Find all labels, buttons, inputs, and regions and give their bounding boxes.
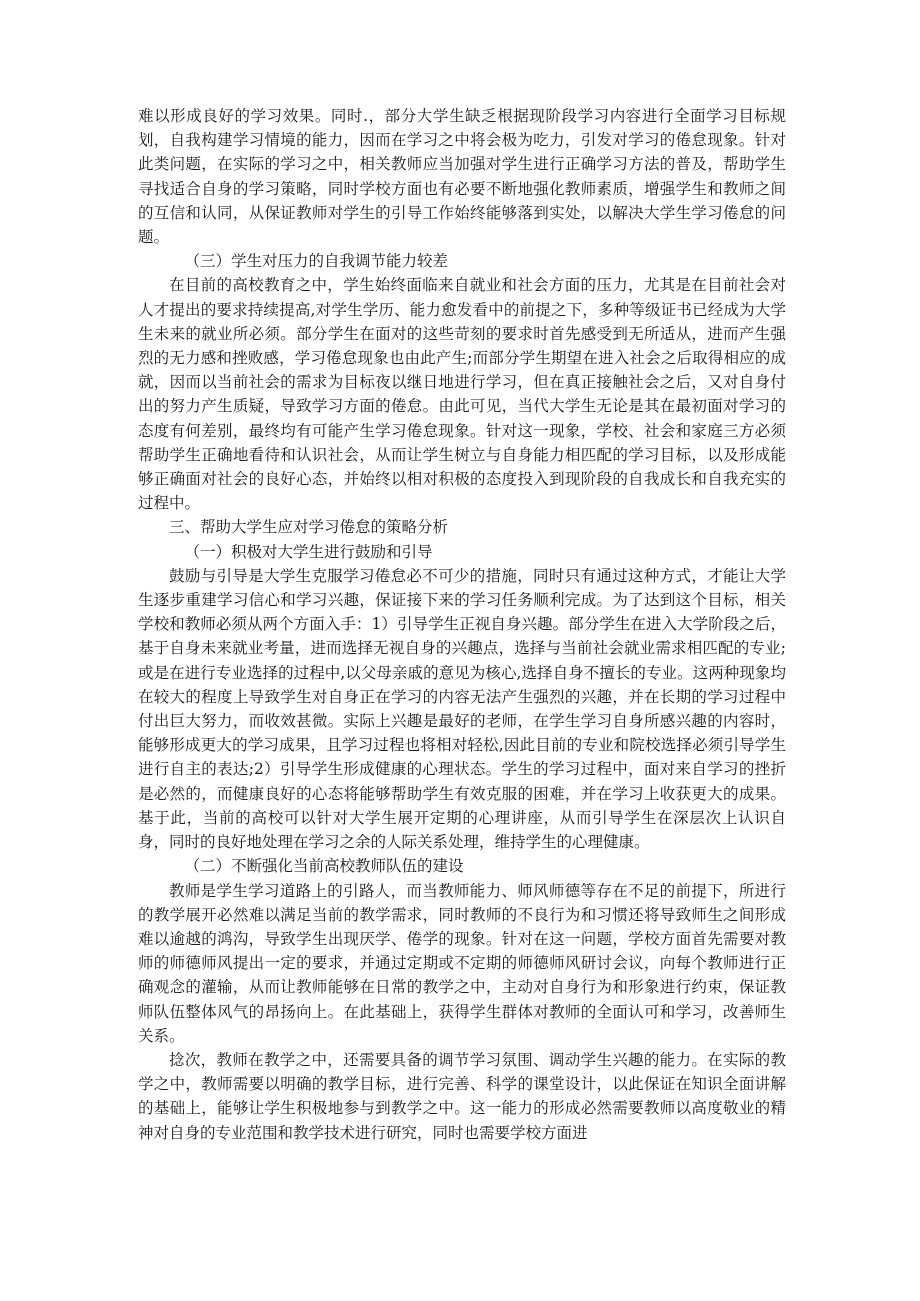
paragraph-teachers: 教师是学生学习道路上的引路人，而当教师能力、师风师德等存在不足的前提下，所进行的教学展开必然难以满足当前的教学需求，同时教师的不良行为和习惯还将导致师生之间形成难以逾越的鸿沟，导致学生出现厌学、倦学的现象。针对在这一问题，学校方面首先需要对教师的师德师风提出一定的要求，并通过定期或不定期的师德师风研讨会议，向每个教师进行正确观念的灌输，从而让教师能够在日常的教学之中，主动对自身行为和形象进行约束，保证教师队伍整体风气的昂扬向上。在此基础上，获得学生群体对教师的全面认可和学习，改善师生关系。	[138, 881, 786, 1045]
subheading-1: （一）积极对大学生进行鼓励和引导	[184, 542, 433, 561]
paragraph-pressure: 在目前的高校教育之中，学生始终面临来自就业和社会方面的压力，尤其是在目前社会对人才提出的要求持续提高,对学生学历、能力愈发看中的前提之下，多种等级证书已经成为大学生未来的就业所必须。部分学生在面对的这些苛刻的要求时首先感受到无所适从，进而产生强烈的无力感和挫败感，学习倦怠现象也由此产生;而部分学生期望在进入社会之后取得相应的成就，因而以当前社会的需求为目标夜以继日地进行学习，但在真正接触社会之后，又对自身付出的努力产生质疑，导致学习方面的倦怠。由此可见，当代大学生无论是其在最初面对学习的态度有何差别，最终均有可能产生学习倦怠现象。针对这一现象，学校、社会和家庭三方必须帮助学生正确地看待和认识社会，从而让学生树立与自身能力相匹配的学习目标，以及形成能够正确面对社会的良好心态，并始终以相对积极的态度投入到现阶段的自我成长和自我充实的过程中。	[138, 276, 786, 513]
subheading-3: （三）学生对压力的自我调节能力较差	[184, 252, 449, 271]
section-heading-3: 三、帮助大学生应对学习倦怠的策略分析	[169, 518, 449, 537]
paragraph-encouragement: 鼓励与引导是大学生克服学习倦怠必不可少的措施，同时只有通过这种方式，才能让大学生逐步重建学习信心和学习兴趣，保证接下来的学习任务顺利完成。为了达到这个目标，相关学校和教师必须从两个方面入手：1）引导学生正视自身兴趣。部分学生在进入大学阶段之后，基于自身未来就业考量，进而选择无视自身的兴趣点，选择与当前社会就业需求相匹配的专业;或是在进行专业选择的过程中,以父母亲戚的意见为核心,选择自身不擅长的专业。这两种现象均在较大的程度上导致学生对自身正在学习的内容无法产生强烈的兴趣，并在长期的学习过程中付出巨大努力，而收效甚微。实际上兴趣是最好的老师，在学生学习自身所感兴趣的内容时，能够形成更大的学习成果，且学习过程也将相对轻松,因此目前的专业和院校选择必须引导学生进行自主的表达;2）引导学生形成健康的心理状态。学生的学习过程中，面对来自学习的挫折是必然的，而健康良好的心态将能够帮助学生有效克服的困难，并在学习上收获更大的成果。基于此，当前的高校可以针对大学生展开定期的心理讲座，从而引导学生在深层次上认识自身，同时的良好地处理在学习之余的人际关系处理，维持学生的心理健康。	[138, 566, 786, 852]
paragraph-atmosphere: 捻次，教师在教学之中，还需要具备的调节学习氛围、调动学生兴趣的能力。在实际的教学之中，教师需要以明确的教学目标，进行完善、科学的课堂设计，以此保证在知识全面讲解的基础上，能够让学生积极地参与到教学之中。这一能力的形成必然需要教师以高度敬业的精神对自身的专业范围和教学技术进行研究，同时也需要学校方面进	[138, 1050, 786, 1142]
paragraph-continued: 难以形成良好的学习效果。同时.，部分大学生缺乏根据现阶段学习内容进行全面学习目标规划，自我构建学习情境的能力，因而在学习之中将会极为吃力，引发对学习的倦怠现象。针对此类问题，在实际的学习之中，相关教师应当加强对学生进行正确学习方法的普及，帮助学生寻找适合自身的学习策略，同时学校方面也有必要不断地强化教师素质，增强学生和教师之间的互信和认同，从保证教师对学生的引导工作始终能够落到实处，以解决大学生学习倦怠的问题。	[138, 107, 786, 247]
subheading-2: （二）不断强化当前高校教师队伍的建设	[184, 857, 464, 876]
document-page	[138, 104, 786, 1145]
